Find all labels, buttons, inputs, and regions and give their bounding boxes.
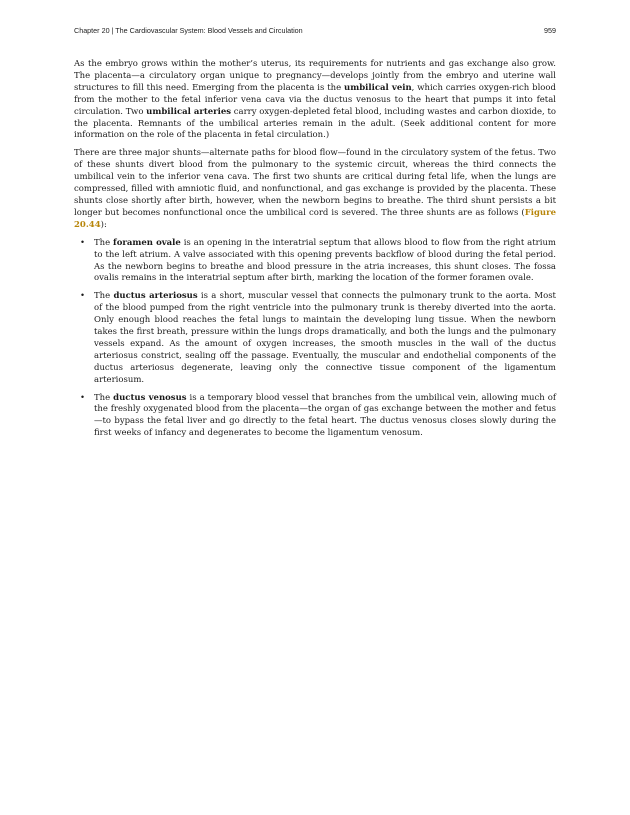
list-item-text: The	[94, 291, 114, 302]
term-umbilical-vein: umbilical vein	[344, 82, 412, 93]
term-ductus-arteriosus: ductus arteriosus	[113, 291, 198, 302]
term-umbilical-arteries: umbilical arteries	[146, 106, 232, 117]
paragraph-shunts	[74, 148, 556, 231]
list-item-text: is an opening in the interatrial septum that allows blood to flow from the right atrium to the left atrium. A valve associated with this opening prevents backflow of blood during the fetal period. As the newborn begins to breathe and blood pressure in the atria increases, this shunt closes. The fossa ovalis remains in the interatrial septum after birth, marking the location of the former foramen ovale.	[94, 237, 556, 284]
term-foramen-ovale: foramen ovale	[113, 237, 181, 248]
list-item-ductus-venosus	[80, 392, 556, 441]
bullet-icon: •	[80, 392, 86, 403]
paragraph-text: carry oxygen-depleted fetal blood, including wastes and carbon dioxide, to the placenta. Remnants of the umbilical arteries remain in the adult. (Seek additional content for more information on the role of the placenta in fetal circulation.)	[74, 106, 556, 141]
chapter-title: Chapter 20 | The Cardiovascular System: Blood Vessels and Circulation	[74, 26, 303, 35]
bullet-icon: •	[80, 237, 86, 248]
bullet-icon: •	[80, 291, 86, 302]
body-content	[74, 59, 556, 446]
page-header	[74, 26, 556, 35]
paragraph-text: As the embryo grows within the mother’s uterus, its requirements for nutrients and gas exchange also grow. The placenta—a circulatory organ unique to pregnancy—develops jointly from the embryo and uterine wall structures to fill this need. Emerging from the placenta is the	[74, 59, 556, 93]
list-item-text: The	[94, 392, 114, 403]
paragraph-text: There are three major shunts—alternate paths for blood flow—found in the circulatory system of the fetus. Two of these shunts divert blood from the pulmonary to the systemic circuit, whereas the third connects the umbilical vein to the inferior vena cava. The first two shunts are critical during fetal life, when the lungs are compressed, filled with amniotic fluid, and nonfunctional, and gas exchange is provided by the placenta. These shunts close shortly after birth, however, when the newborn begins to breathe. The third shunt persists a bit longer but becomes nonfunctional once the umbilical cord is severed. The three shunts are as follows (	[74, 148, 556, 218]
paragraph-text: , which carries oxygen-rich blood from the mother to the fetal inferior vena cava via the ductus venosus to the heart that pumps it into fetal circulation. Two	[74, 82, 556, 117]
list-item-text: is a temporary blood vessel that branches from the umbilical vein, allowing much of the freshly oxygenated blood from the placenta—the organ of gas exchange between the mother and fetus—to bypass the fetal liver and go directly to the fetal heart. The ductus venosus closes slowly during the first weeks of infancy and degenerates to become the ligamentum venosum.	[94, 392, 556, 439]
list-item-ductus-arteriosus	[80, 291, 556, 386]
figure-link[interactable]: Figure 20.44	[74, 207, 556, 230]
paragraph-text: ):	[100, 219, 107, 230]
list-item-text: is a short, muscular vessel that connects the pulmonary trunk to the aorta. Most of the blood pumped from the right ventricle into the pulmonary trunk is thereby diverted into the aorta. Only enough blood reaches the fetal lungs to maintain the developing lung tissue. When the newborn takes the first breath, pressure within the lungs drops dramatically, and both the lungs and the pulmonary vessels expand. As the amount of oxygen increases, the smooth muscles in the wall of the ductus arteriosus constrict, sealing off the passage. Eventually, the muscular and endothelial components of the ductus arteriosus degenerate, leaving only the connective tissue component of the ligamentum arteriosum.	[94, 291, 556, 385]
list-item-text: The	[94, 237, 114, 248]
list-item-foramen-ovale	[80, 237, 556, 286]
page-number: 959	[544, 26, 556, 35]
term-ductus-venosus: ductus venosus	[113, 392, 187, 403]
shunt-list	[74, 238, 556, 441]
paragraph-placenta	[74, 59, 556, 142]
